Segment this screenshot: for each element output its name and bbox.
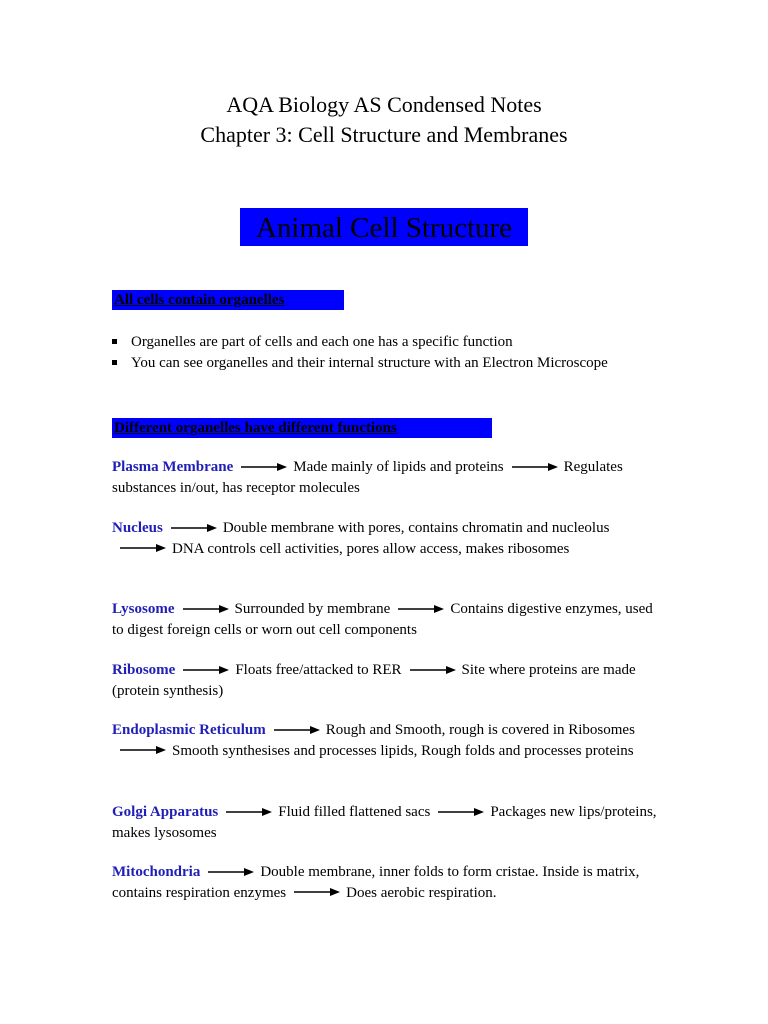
organelle-entry-nucleus [112, 518, 657, 559]
right-arrow-icon [208, 867, 254, 877]
chapter-title: Chapter 3: Cell Structure and Membranes [200, 122, 568, 147]
organelle-text: Surrounded by membrane [234, 601, 391, 617]
bullet-list [112, 332, 652, 374]
organelle-entry-ribosome [112, 660, 657, 701]
organelle-text: Smooth synthesises and processes lipids, Rough folds and processes proteins [172, 742, 634, 759]
section-banner: Animal Cell Structure [240, 208, 528, 246]
right-arrow-icon [274, 725, 320, 735]
bullet-text: You can see organelles and their internal structure with an Electron Microscope [131, 355, 608, 371]
organelle-text: Double membrane with pores, contains chromatin and nucleolus [222, 520, 610, 536]
organelle-name: Ribosome [112, 662, 176, 678]
section-heading-organelles: All cells contain organelles [112, 290, 344, 310]
organelle-text: Site where proteins are made (protein synthesis) [112, 662, 636, 699]
bullet-item [112, 353, 652, 373]
right-arrow-icon [294, 887, 340, 897]
right-arrow-icon [398, 604, 444, 614]
right-arrow-icon [171, 523, 217, 533]
organelle-name: Golgi Apparatus [112, 804, 219, 820]
organelle-name: Endoplasmic Reticulum [112, 722, 266, 738]
right-arrow-icon [183, 665, 229, 675]
organelle-text: Packages new lips/proteins, makes lysosomes [112, 804, 657, 841]
square-bullet-icon [112, 360, 117, 365]
bullet-text: Organelles are part of cells and each one has a specific function [131, 334, 513, 350]
organelle-entry-lysosome [112, 599, 657, 640]
right-arrow-icon [183, 604, 229, 614]
right-arrow-icon [241, 462, 287, 472]
organelle-text: Rough and Smooth, rough is covered in Ribosomes [325, 722, 635, 738]
organelle-text: DNA controls cell activities, pores allow access, makes ribosomes [172, 540, 570, 557]
square-bullet-icon [112, 339, 117, 344]
organelle-name: Lysosome [112, 601, 175, 617]
right-arrow-icon [512, 462, 558, 472]
right-arrow-icon [226, 807, 272, 817]
organelle-text: Regulates substances in/out, has receptor molecules [112, 459, 623, 496]
organelle-text: Contains digestive enzymes, used to digest foreign cells or worn out cell components [112, 601, 653, 638]
organelle-entry-plasma-membrane [112, 457, 657, 498]
right-arrow-icon [410, 665, 456, 675]
organelle-text: Double membrane, inner folds to form cristae. Inside is matrix, contains respiration enzymes [112, 864, 640, 901]
right-arrow-icon [120, 543, 166, 553]
bullet-item [112, 332, 652, 352]
organelle-entry-mitochondria [112, 862, 657, 903]
section-heading-functions: Different organelles have different functions [112, 418, 492, 438]
document-title: AQA Biology AS Condensed Notes [226, 92, 542, 117]
organelle-text: Does aerobic respiration. [346, 884, 497, 901]
organelle-entry-endoplasmic-reticulum [112, 720, 657, 761]
organelle-entry-golgi-apparatus [112, 802, 657, 843]
organelle-text: Fluid filled flattened sacs [278, 804, 431, 820]
organelle-name: Nucleus [112, 520, 163, 536]
organelle-text: Made mainly of lipids and proteins [293, 459, 504, 475]
organelle-name: Plasma Membrane [112, 459, 234, 475]
right-arrow-icon [120, 745, 166, 755]
organelle-text: Floats free/attacked to RER [235, 662, 402, 678]
right-arrow-icon [438, 807, 484, 817]
organelle-name: Mitochondria [112, 864, 201, 880]
